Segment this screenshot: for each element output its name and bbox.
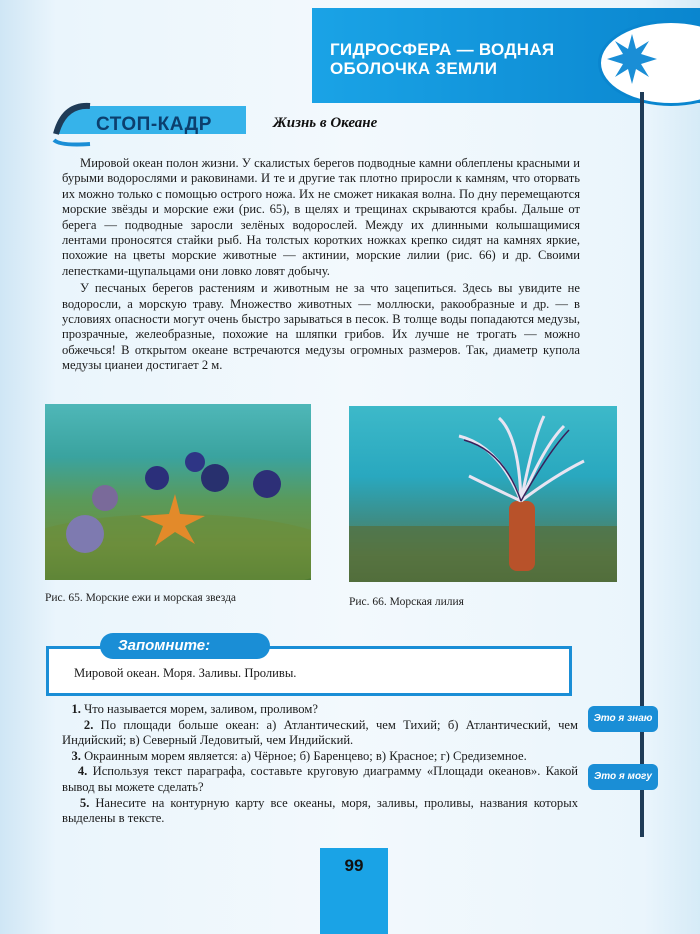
remember-text: Мировой океан. Моря. Заливы. Проливы. <box>74 666 297 680</box>
question-number: 4. <box>77 764 88 779</box>
question-number: 3. <box>71 748 81 763</box>
star-burst-icon <box>607 34 657 84</box>
question-item <box>62 702 578 718</box>
figure-caption: Рис. 66. Морская лилия <box>349 596 464 608</box>
page-number: 99 <box>344 856 364 875</box>
sea-urchins-photo <box>45 404 311 580</box>
question-text: По площади больше океан: а) Атлантический, чем Тихий; б) Атлантический, чем Индийский; в) Северный Ледовитый, чем Индийский. <box>62 717 578 748</box>
question-text: Окраинным морем является: а) Чёрное; б) Баренцево; в) Красное; г) Средиземное. <box>84 748 527 763</box>
this-i-know-tag: Это я знаю <box>588 706 658 732</box>
figure-caption: Рис. 65. Морские ежи и морская звезда <box>45 592 237 604</box>
paragraph: Мировой океан полон жизни. У скалистых берегов подводные камни облеплены красными и бурыми водорослями и раковинами. И те и другие так плотно приросли к камням, что оторвать их можно только с помощью острого ножа. Их не сможет никакая волна. По дну перемещаются морские звёзды и морские ежи (рис. 65), в щелях и трещинах скрываются крабы. Дальше от берега — подводные заросли зелёных водорослей. Между их длинными колышащимися лентами проносятся стайки рыб. На толстых коротких ножках крепко сидят на камнях яркие, похожие на цветы морские животные — актинии, морские лилии (рис. 66) и др. Своими лепестками-щупальцами они ловко ловят добычу. <box>62 156 580 278</box>
question-text: Нанесите на контурную карту все океаны, моря, заливы, проливы, названия которых выделены в тексте. <box>62 795 578 826</box>
chapter-title <box>330 40 590 78</box>
question-number: 5. <box>79 795 90 810</box>
remember-label: Запомните: <box>118 637 211 654</box>
question-number: 2. <box>83 717 94 732</box>
questions-list <box>62 702 578 827</box>
question-item <box>62 796 578 827</box>
chapter-title-line1: ГИДРОСФЕРА — ВОДНАЯ <box>330 40 555 59</box>
paragraph: У песчаных берегов растениям и животным не за что зацепиться. Здесь вы увидите не водоросли, а морскую траву. Множество животных — моллюски, ракообразные и др. — в условиях опасности могут очень быстро зарываться в песок. В толще воды попадаются медузы, прозрачные, желеобразные, похожие на шляпки грибов. Их лучше не трогать — можно обжечься! В открытом океане встречаются медузы огромных размеров. Так, диаметр купола медузы цианеи достигает 2 м. <box>62 281 580 373</box>
question-item <box>62 764 578 795</box>
question-item <box>62 718 578 749</box>
stop-kadr-label: СТОП-КАДР <box>96 114 212 135</box>
question-number: 1. <box>71 702 81 716</box>
question-item <box>62 749 578 765</box>
sea-lily-photo <box>349 406 617 582</box>
question-text: Что называется морем, заливом, проливом? <box>84 702 318 716</box>
chapter-title-line2: ОБОЛОЧКА ЗЕМЛИ <box>330 59 498 78</box>
body-text <box>62 156 580 376</box>
section-title: Жизнь в Океане <box>273 115 378 131</box>
question-text: Используя текст параграфа, составьте круговую диаграмму «Площади океанов». Какой вывод вы можете сделать? <box>62 764 578 794</box>
this-i-can-tag: Это я могу <box>588 764 658 790</box>
